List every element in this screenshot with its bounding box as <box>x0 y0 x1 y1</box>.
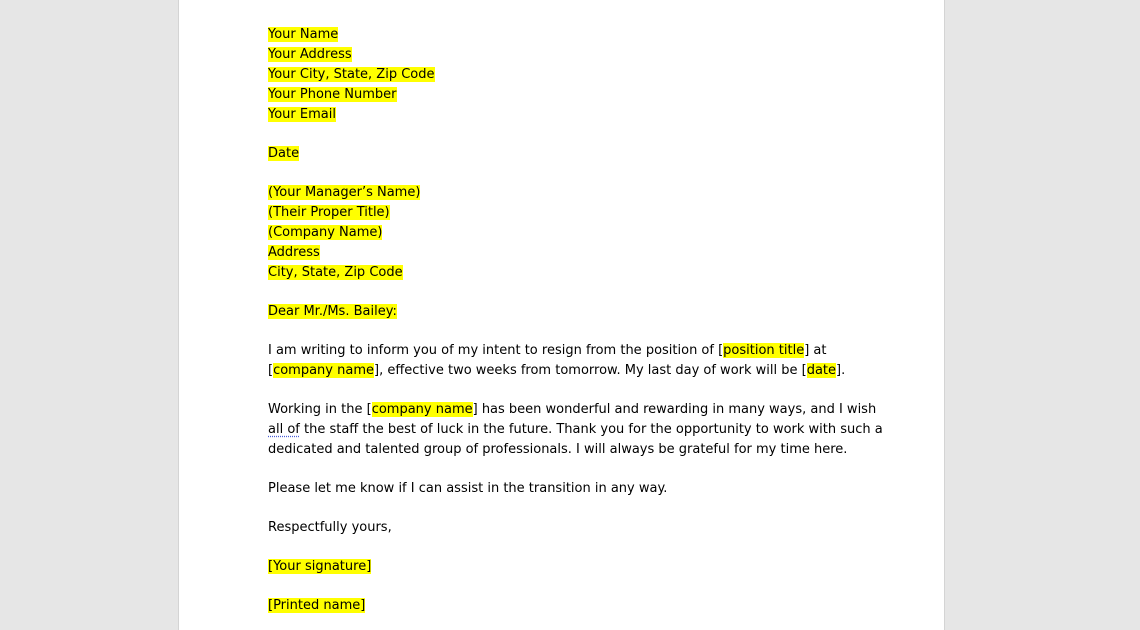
sender-city-state-zip: Your City, State, Zip Code <box>268 67 435 82</box>
recipient-city-state-zip: City, State, Zip Code <box>268 265 403 280</box>
position-title-placeholder: position title <box>723 343 805 358</box>
paragraph-1-line-2: [company name], effective two weeks from tomorrow. My last day of work will be [date]. <box>268 363 846 378</box>
recipient-manager-name: (Your Manager’s Name) <box>268 185 421 200</box>
grammar-flag[interactable]: all of <box>268 422 300 437</box>
sender-phone: Your Phone Number <box>268 87 397 102</box>
company-name-placeholder-2: company name <box>371 402 473 417</box>
recipient-address: Address <box>268 245 320 260</box>
sender-address: Your Address <box>268 47 352 62</box>
printed-name-placeholder: [Printed name] <box>268 598 366 613</box>
paragraph-2-line-1: Working in the [company name] has been wonderful and rewarding in many ways, and I wish <box>268 402 877 417</box>
recipient-company: (Company Name) <box>268 225 383 240</box>
recipient-title: (Their Proper Title) <box>268 205 390 220</box>
closing: Respectfully yours, <box>268 520 392 535</box>
date-placeholder: date <box>806 363 837 378</box>
sender-name: Your Name <box>268 27 339 42</box>
letter-date: Date <box>268 146 300 161</box>
salutation: Dear Mr./Ms. Bailey: <box>268 304 397 319</box>
paragraph-3: Please let me know if I can assist in the transition in any way. <box>268 481 668 496</box>
company-name-placeholder: company name <box>273 363 374 378</box>
document-page <box>178 0 945 630</box>
sender-email: Your Email <box>268 107 336 122</box>
signature-placeholder: [Your signature] <box>268 559 372 574</box>
paragraph-1-line-1: I am writing to inform you of my intent to resign from the position of [position title] at <box>268 343 827 358</box>
letter-body <box>268 25 883 616</box>
paragraph-2-line-2: all of the staff the best of luck in the future. Thank you for the opportunity to work with such a <box>268 422 883 437</box>
paragraph-2-line-3: dedicated and talented group of professionals. I will always be grateful for my time here. <box>268 442 848 457</box>
